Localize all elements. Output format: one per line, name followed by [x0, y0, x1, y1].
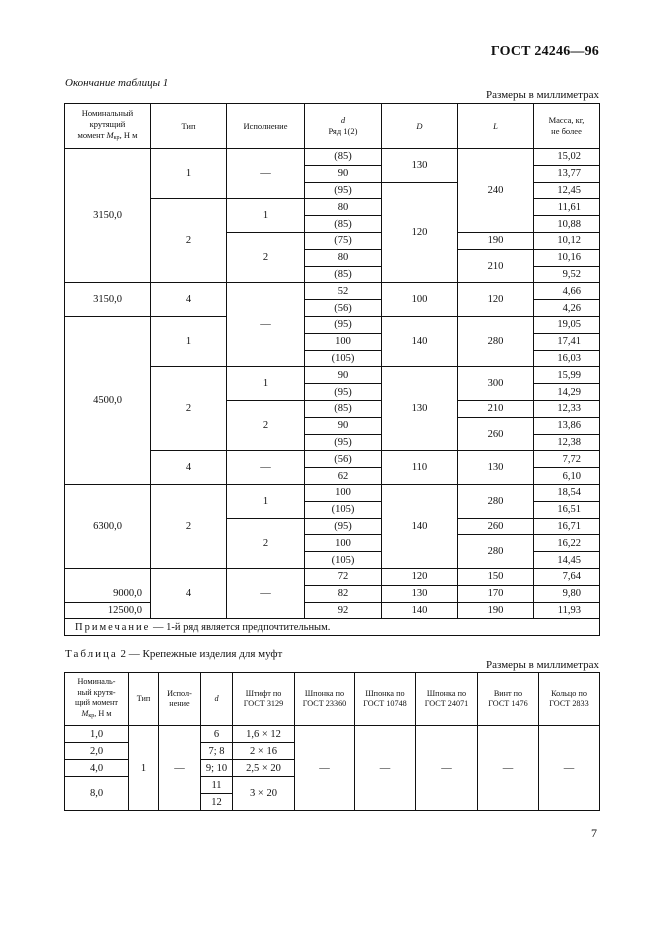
torque-cell: 1,0	[65, 726, 129, 743]
mass-cell: 6,10	[534, 468, 600, 485]
torque-cell: 3150,0	[65, 283, 151, 317]
mass-cell: 9,80	[534, 585, 600, 602]
mass-cell: 14,29	[534, 384, 600, 401]
table-row	[65, 602, 600, 619]
table-row	[65, 568, 600, 585]
torque-cell: 12500,0	[65, 602, 151, 619]
type-cell: 1	[151, 149, 227, 199]
L-cell: 130	[458, 451, 534, 485]
d-cell: (105)	[305, 350, 382, 367]
mass-cell: 11,93	[534, 602, 600, 619]
mass-cell: 10,12	[534, 232, 600, 249]
table2-caption: Таблица 2 — Крепежные изделия для муфт	[65, 648, 283, 660]
version-cell: —	[227, 283, 305, 367]
L-cell: 190	[458, 602, 534, 619]
mass-cell: 14,45	[534, 552, 600, 569]
header-D: D	[382, 104, 458, 149]
d-cell: (75)	[305, 232, 382, 249]
table-row	[65, 283, 600, 300]
type-cell: 2	[151, 367, 227, 451]
version-cell: 2	[227, 400, 305, 450]
version-cell: —	[227, 568, 305, 618]
mass-cell: 13,77	[534, 165, 600, 182]
key-23360-cell: —	[295, 726, 355, 811]
header-d: d Ряд 1(2)	[305, 104, 382, 149]
version-cell: 2	[227, 518, 305, 568]
d-cell: (105)	[305, 552, 382, 569]
header-ring: Кольцо по ГОСТ 2833	[539, 673, 600, 726]
torque-cell	[65, 568, 151, 585]
mass-cell: 7,64	[534, 568, 600, 585]
header-mass: Масса, кг, не более	[534, 104, 600, 149]
torque-cell: 4,0	[65, 760, 129, 777]
d-cell: 62	[305, 468, 382, 485]
document-code: ГОСТ 24246—96	[490, 44, 599, 59]
header-d: d	[201, 673, 233, 726]
d-cell: 12	[201, 794, 233, 811]
d-cell: (95)	[305, 182, 382, 199]
page-number: 7	[591, 826, 597, 840]
pin-cell: 2 × 16	[233, 743, 295, 760]
D-cell: 120	[382, 182, 458, 283]
type-cell: 4	[151, 568, 227, 618]
d-cell: 9; 10	[201, 760, 233, 777]
version-cell: —	[227, 149, 305, 199]
screw-cell: —	[478, 726, 539, 811]
mass-cell: 16,71	[534, 518, 600, 535]
mass-cell: 12,45	[534, 182, 600, 199]
table-note: Примечание — 1-й ряд является предпочтительным.	[65, 619, 600, 636]
mass-cell: 13,86	[534, 417, 600, 434]
version-cell: 1	[227, 367, 305, 401]
header-key-10748: Шпонка по ГОСТ 10748	[355, 673, 416, 726]
mass-cell: 18,54	[534, 484, 600, 501]
L-cell: 120	[458, 283, 534, 317]
D-cell: 120	[382, 568, 458, 585]
d-cell: (56)	[305, 451, 382, 468]
torque-cell: 2,0	[65, 743, 129, 760]
mass-cell: 7,72	[534, 451, 600, 468]
d-cell: (85)	[305, 400, 382, 417]
torque-cell: 6300,0	[65, 484, 151, 568]
L-cell: 170	[458, 585, 534, 602]
header-version: Испол- нение	[159, 673, 201, 726]
table1-caption: Окончание таблицы 1	[65, 77, 169, 89]
L-cell: 260	[458, 518, 534, 535]
d-cell: (95)	[305, 518, 382, 535]
d-cell: (85)	[305, 149, 382, 166]
version-cell: 1	[227, 199, 305, 233]
d-cell: 52	[305, 283, 382, 300]
version-cell: 1	[227, 484, 305, 518]
d-cell: 100	[305, 535, 382, 552]
version-cell: —	[227, 451, 305, 485]
L-cell: 260	[458, 417, 534, 451]
mass-cell: 4,66	[534, 283, 600, 300]
torque-cell: 8,0	[65, 777, 129, 811]
header-type: Тип	[129, 673, 159, 726]
mass-cell: 10,88	[534, 216, 600, 233]
pin-cell: 3 × 20	[233, 777, 295, 811]
mass-cell: 16,51	[534, 501, 600, 518]
d-cell: 11	[201, 777, 233, 794]
L-cell: 300	[458, 367, 534, 401]
mass-cell: 11,61	[534, 199, 600, 216]
d-cell: 80	[305, 199, 382, 216]
mass-cell: 15,02	[534, 149, 600, 166]
table2	[64, 672, 600, 811]
table-row	[65, 484, 600, 501]
mass-cell: 16,22	[534, 535, 600, 552]
mass-cell: 19,05	[534, 316, 600, 333]
d-cell: (95)	[305, 434, 382, 451]
pin-cell: 1,6 × 12	[233, 726, 295, 743]
type-cell: 1	[151, 316, 227, 366]
D-cell: 140	[382, 316, 458, 366]
version-cell: —	[159, 726, 201, 811]
mass-cell: 16,03	[534, 350, 600, 367]
header-key-24071: Шпонка по ГОСТ 24071	[416, 673, 478, 726]
d-cell: (85)	[305, 266, 382, 283]
L-cell: 280	[458, 484, 534, 518]
pin-cell: 2,5 × 20	[233, 760, 295, 777]
type-cell: 4	[151, 283, 227, 317]
D-cell: 130	[382, 585, 458, 602]
torque-cell: 3150,0	[65, 149, 151, 283]
d-cell: 90	[305, 367, 382, 384]
d-cell: 80	[305, 249, 382, 266]
d-cell: 100	[305, 484, 382, 501]
table-note-row	[65, 619, 600, 636]
D-cell: 130	[382, 149, 458, 183]
key-24071-cell: —	[416, 726, 478, 811]
header-key-23360: Шпонка по ГОСТ 23360	[295, 673, 355, 726]
table2-units: Размеры в миллиметрах	[486, 659, 599, 671]
table1-header-row	[65, 104, 600, 149]
D-cell: 100	[382, 283, 458, 317]
d-cell: 82	[305, 585, 382, 602]
d-cell: 7; 8	[201, 743, 233, 760]
d-cell: 72	[305, 568, 382, 585]
type-cell: 2	[151, 484, 227, 568]
header-type: Тип	[151, 104, 227, 149]
table1	[64, 103, 600, 636]
D-cell: 130	[382, 367, 458, 451]
key-10748-cell: —	[355, 726, 416, 811]
header-version: Исполнение	[227, 104, 305, 149]
L-cell: 240	[458, 149, 534, 233]
mass-cell: 4,26	[534, 300, 600, 317]
mass-cell: 12,33	[534, 400, 600, 417]
D-cell: 140	[382, 484, 458, 568]
header-torque: Номиналь- ный крутя- щий момент Mкр, Н м	[65, 673, 129, 726]
mass-cell: 12,38	[534, 434, 600, 451]
type-cell: 2	[151, 199, 227, 283]
d-cell: 90	[305, 165, 382, 182]
header-pin: Штифт по ГОСТ 3129	[233, 673, 295, 726]
header-L: L	[458, 104, 534, 149]
L-cell: 190	[458, 232, 534, 249]
mass-cell: 9,52	[534, 266, 600, 283]
type-cell: 1	[129, 726, 159, 811]
d-cell: 90	[305, 417, 382, 434]
d-cell: 6	[201, 726, 233, 743]
mass-cell: 17,41	[534, 333, 600, 350]
header-screw: Винт по ГОСТ 1476	[478, 673, 539, 726]
table-row	[65, 726, 600, 743]
D-cell: 110	[382, 451, 458, 485]
table2-header-row	[65, 673, 600, 726]
torque-cell: 9000,0	[65, 585, 151, 602]
torque-cell: 4500,0	[65, 316, 151, 484]
table-row	[65, 585, 600, 602]
d-cell: (56)	[305, 300, 382, 317]
d-cell: (95)	[305, 316, 382, 333]
L-cell: 210	[458, 400, 534, 417]
d-cell: (85)	[305, 216, 382, 233]
d-cell: 92	[305, 602, 382, 619]
d-cell: (95)	[305, 384, 382, 401]
mass-cell: 10,16	[534, 249, 600, 266]
version-cell: 2	[227, 232, 305, 282]
L-cell: 150	[458, 568, 534, 585]
ring-cell: —	[539, 726, 600, 811]
L-cell: 280	[458, 535, 534, 569]
L-cell: 280	[458, 316, 534, 366]
table-row	[65, 316, 600, 333]
table-row	[65, 149, 600, 166]
d-cell: 100	[305, 333, 382, 350]
D-cell: 140	[382, 602, 458, 619]
type-cell: 4	[151, 451, 227, 485]
d-cell: (105)	[305, 501, 382, 518]
header-torque: Номинальный крутящий момент Mкр, Н м	[65, 104, 151, 149]
table1-units: Размеры в миллиметрах	[486, 89, 599, 101]
mass-cell: 15,99	[534, 367, 600, 384]
L-cell: 210	[458, 249, 534, 283]
